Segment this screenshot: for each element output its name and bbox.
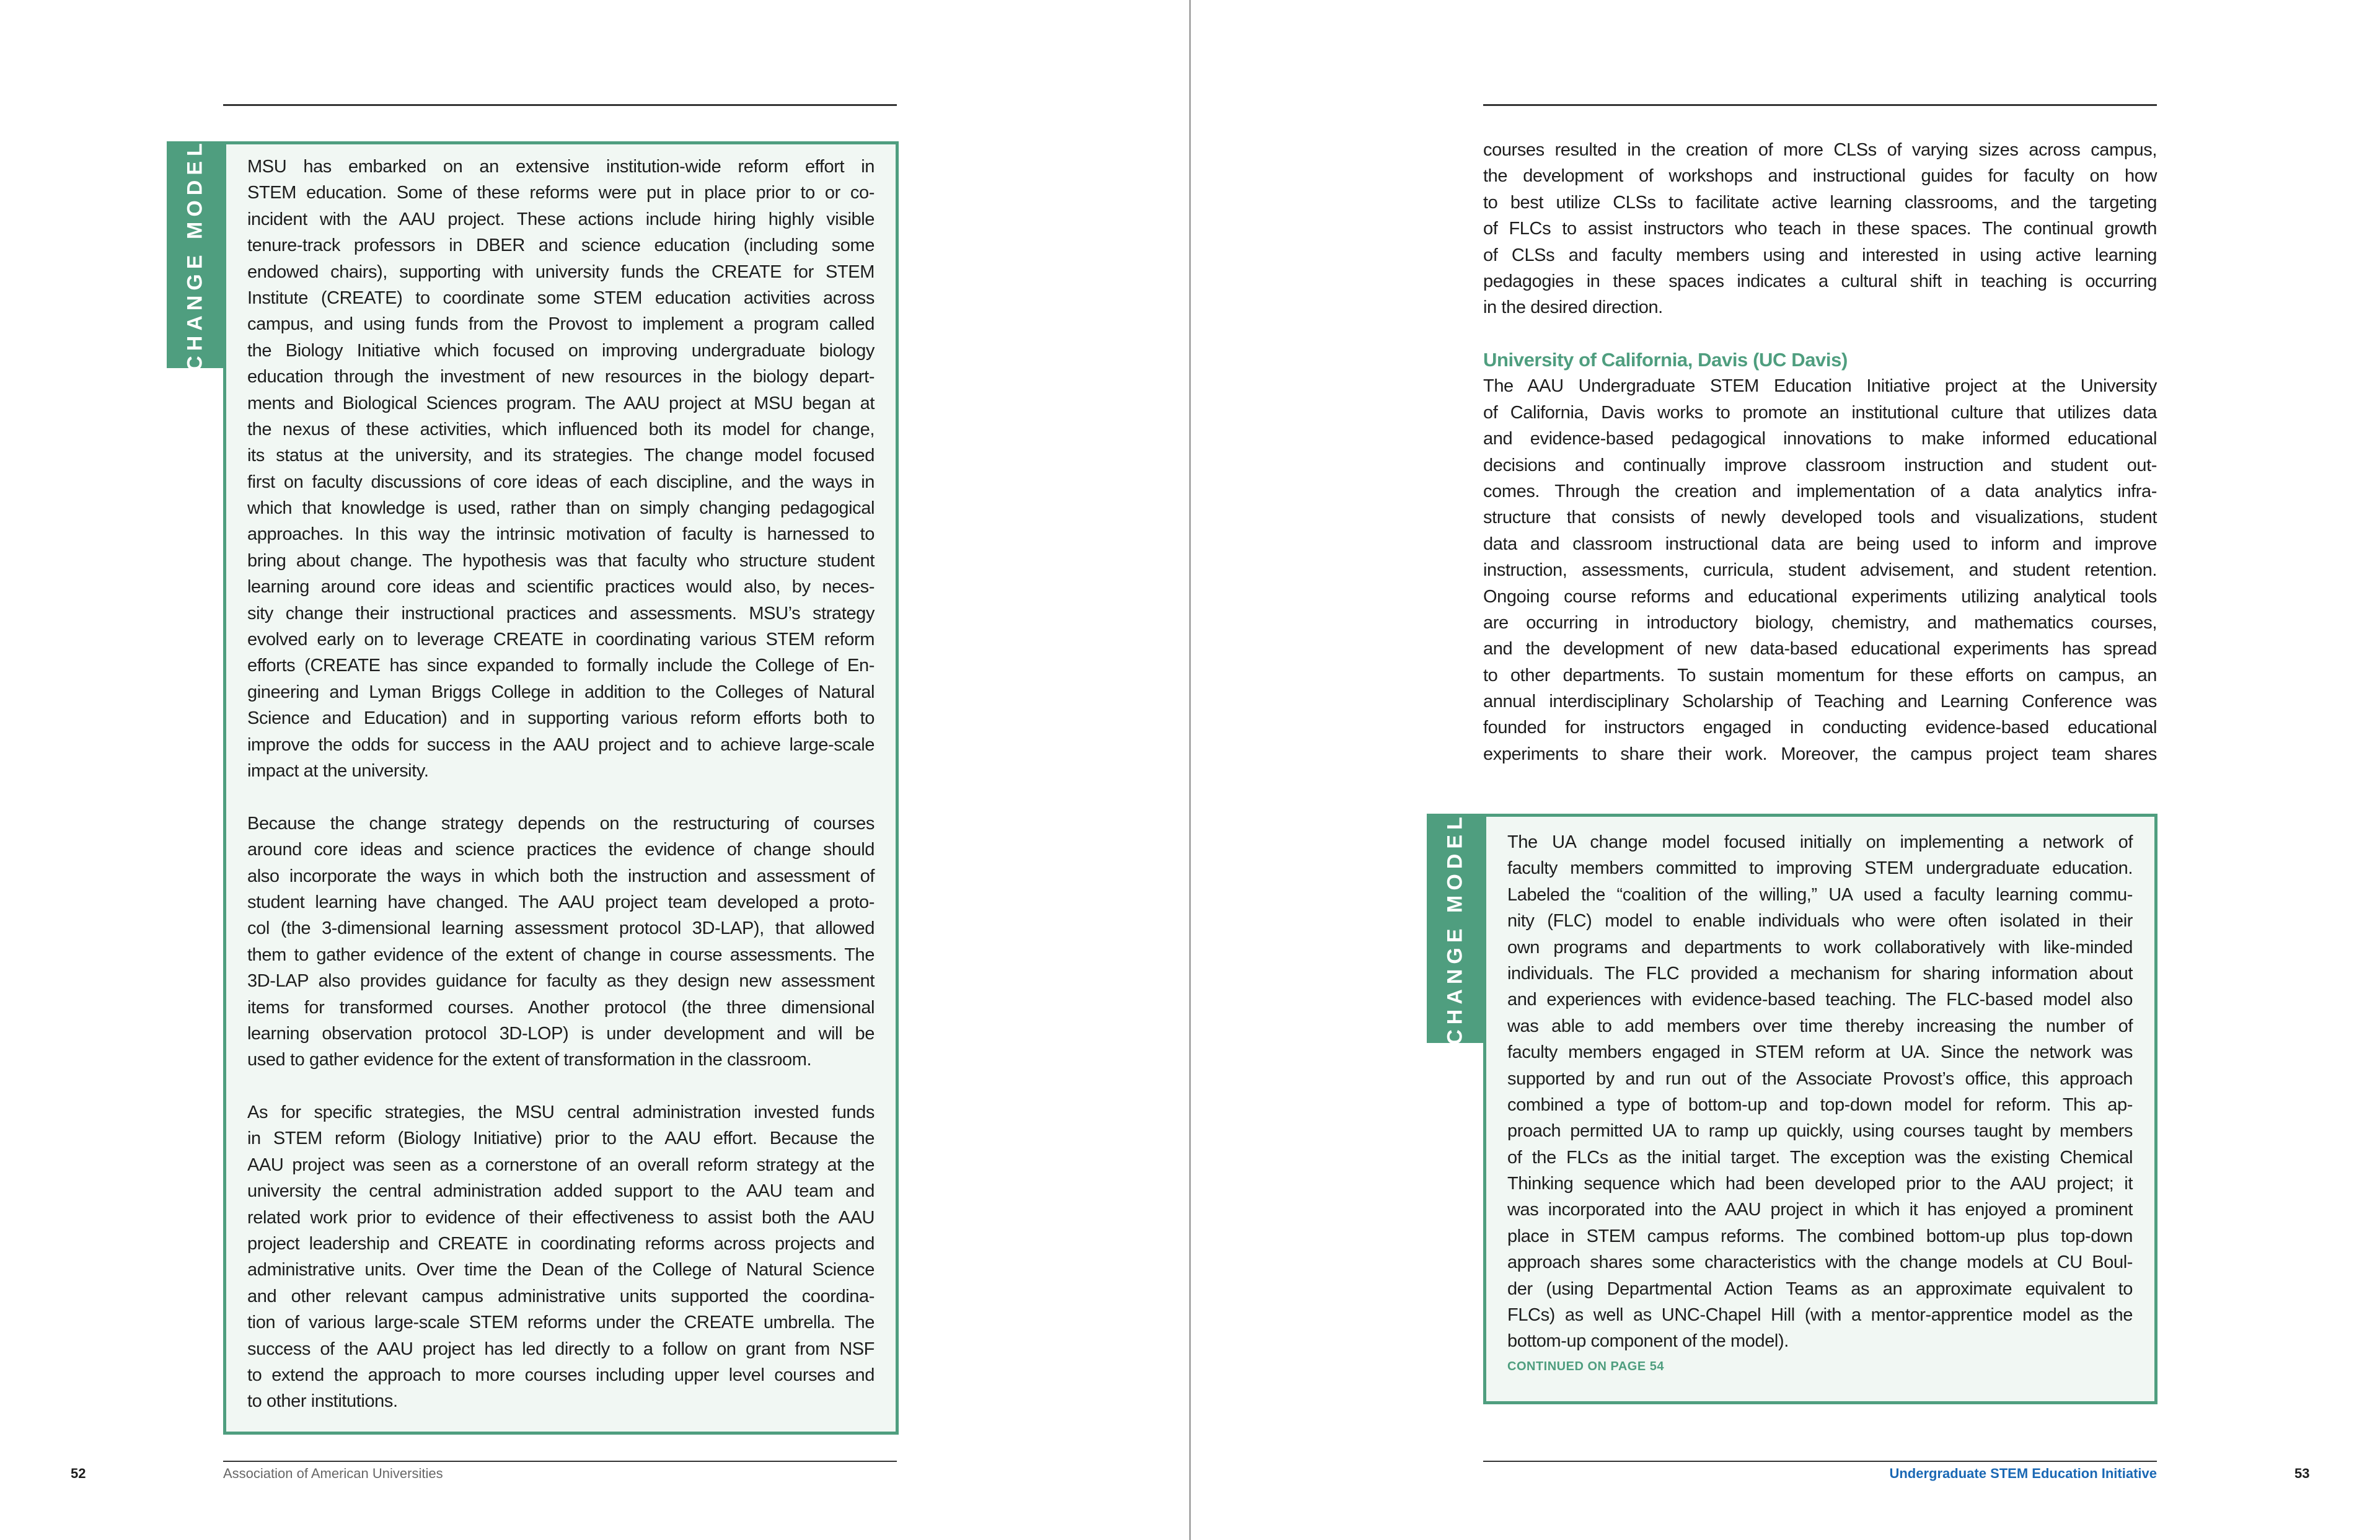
text-line: in the desired direction.: [1483, 297, 1663, 318]
text-line: As for specific strategies, the MSU central administration invested funds: [247, 1102, 875, 1123]
footer-right: Undergraduate STEM Education Initiative: [1889, 1466, 2157, 1481]
text-line: related work prior to evidence of their effectiveness to assist both the AAU: [247, 1207, 875, 1228]
paragraph-gap: [247, 784, 875, 810]
text-line: structure that consists of newly developed tools and visualizations, student: [1483, 508, 2157, 528]
right-top-rule: [1483, 104, 2157, 106]
left-box-text: [247, 154, 875, 1415]
text-line: instruction, assessments, curricula, student advisement, and student retention.: [1483, 560, 2157, 581]
right-bottom-rule: [1483, 1461, 2157, 1462]
text-line: student learning have changed. The AAU project team developed a proto-: [247, 892, 875, 912]
text-line: pedagogies in these spaces indicates a cultural shift in teaching is occurring: [1483, 271, 2157, 291]
text-line: first on faculty discussions of core ideas of each discipline, and the ways in: [247, 472, 875, 492]
text-line: efforts (CREATE has since expanded to formally include the College of En-: [247, 656, 875, 676]
text-line: col (the 3-dimensional learning assessment protocol 3D-LAP), that allowed: [247, 918, 875, 939]
text-line: Ongoing course reforms and educational experiments utilizing analytical tools: [1483, 586, 2157, 607]
text-line: success of the AAU project has led directly to a follow on grant from NSF: [247, 1339, 875, 1359]
text-line: improve the odds for success in the AAU project and to achieve large-scale: [247, 734, 875, 755]
text-line: own programs and departments to work collaboratively with like-minded: [1507, 937, 2133, 957]
text-line: the Biology Initiative which focused on improving undergraduate biology: [247, 340, 875, 361]
text-line: tenure-track professors in DBER and science education (including some: [247, 235, 875, 256]
text-line: The AAU Undergraduate STEM Education Initiative project at the University: [1483, 376, 2157, 397]
page-spine: [1189, 0, 1191, 1540]
text-line: are occurring in introductory biology, chemistry, and mathematics courses,: [1483, 612, 2157, 633]
text-line: MSU has embarked on an extensive institution-wide reform effort in: [247, 157, 875, 177]
section-heading: University of California, Davis (UC Davis): [1483, 349, 1848, 371]
text-line: to best utilize CLSs to facilitate active learning classrooms, and the targeting: [1483, 192, 2157, 213]
text-line: Science and Education) and in supporting various reform efforts both to: [247, 708, 875, 729]
text-line: nity (FLC) model to enable individuals who were often isolated in their: [1507, 911, 2133, 931]
left-bottom-rule: [223, 1461, 897, 1462]
text-line: experiments to share their work. Moreover, the campus project team shares: [1483, 744, 2157, 764]
text-line: project leadership and CREATE in coordinating reforms across projects and: [247, 1234, 875, 1254]
text-line: was incorporated into the AAU project in which it has enjoyed a prominent: [1507, 1200, 2133, 1220]
text-line: the development of workshops and instructional guides for faculty on how: [1483, 166, 2157, 187]
left-change-model-tab: [167, 138, 224, 371]
text-line: comes. Through the creation and implementation of a data analytics infra-: [1483, 481, 2157, 501]
text-line: of the FLCs as the initial target. The exception was the existing Chemical: [1507, 1147, 2133, 1168]
text-line: to other departments. To sustain momentum for these efforts on campus, an: [1483, 665, 2157, 685]
text-line: proach permitted UA to ramp up quickly, using courses taught by members: [1507, 1121, 2133, 1142]
text-line: supported by and run out of the Associate Provost’s office, this approach: [1507, 1068, 2133, 1089]
text-line: items for transformed courses. Another protocol (the three dimensional: [247, 997, 875, 1018]
text-line: Labeled the “coalition of the willing,” UA used a faculty learning commu-: [1507, 884, 2133, 905]
text-line: Thinking sequence which had been developed prior to the AAU project; it: [1507, 1174, 2133, 1194]
text-line: and the development of new data-based educational experiments has spread: [1483, 639, 2157, 659]
text-line: der (using Departmental Action Teams as an approximate equivalent to: [1507, 1278, 2133, 1299]
text-line: learning around core ideas and scientific practices would also, by neces-: [247, 577, 875, 597]
text-line: ments and Biological Sciences program. The AAU project at MSU began at: [247, 393, 875, 413]
text-line: and other relevant campus administrative units supported the coordina-: [247, 1286, 875, 1306]
text-line: used to gather evidence for the extent of transformation in the classroom.: [247, 1050, 812, 1070]
left-top-rule: [223, 104, 897, 106]
text-line: STEM education. Some of these reforms were put in place prior to or co-: [247, 183, 875, 203]
text-line: its status at the university, and its strategies. The change model focused: [247, 446, 875, 466]
text-line: faculty members engaged in STEM reform at UA. Since the network was: [1507, 1042, 2133, 1063]
continued-link[interactable]: CONTINUED ON PAGE 54: [1507, 1359, 1664, 1373]
page-number-left: 52: [71, 1466, 86, 1481]
text-line: individuals. The FLC provided a mechanism for sharing information about: [1507, 963, 2133, 983]
text-line: to other institutions.: [247, 1391, 398, 1412]
ucdavis-section: [1483, 347, 2157, 767]
text-line: The UA change model focused initially on implementing a network of: [1507, 832, 2133, 852]
tab-label: CHANGE MODEL: [1443, 812, 1467, 1045]
text-line: gineering and Lyman Briggs College in addition to the Colleges of Natural: [247, 682, 875, 702]
text-line: annual interdisciplinary Scholarship of Teaching and Learning Conference was: [1483, 692, 2157, 712]
text-line: also incorporate the ways in which both the instruction and assessment of: [247, 866, 875, 886]
text-line: decisions and continually improve classroom instruction and student out-: [1483, 455, 2157, 475]
text-line: 3D-LAP also provides guidance for faculty as they design new assessment: [247, 971, 875, 992]
text-line: founded for instructors engaged in conducting evidence-based educational: [1483, 718, 2157, 738]
text-line: Institute (CREATE) to coordinate some STEM education activities across: [247, 288, 875, 308]
text-line: data and classroom instructional data are being used to inform and improve: [1483, 534, 2157, 554]
right-change-model-tab: [1427, 814, 1484, 1043]
text-line: Because the change strategy depends on the restructuring of courses: [247, 813, 875, 834]
text-line: FLCs) as well as UNC-Chapel Hill (with a mentor-apprentice model as the: [1507, 1305, 2133, 1326]
text-line: sity change their instructional practices and assessments. MSU’s strategy: [247, 603, 875, 623]
text-line: bottom-up component of the model).: [1507, 1331, 1789, 1352]
text-line: endowed chairs), supporting with university funds the CREATE for STEM: [247, 262, 875, 282]
text-line: incident with the AAU project. These actions include hiring highly visible: [247, 209, 875, 229]
text-line: of California, Davis works to promote an institutional culture that utilizes data: [1483, 402, 2157, 423]
text-line: them to gather evidence of the extent of change in course assessments. The: [247, 944, 875, 965]
text-line: around core ideas and science practices the evidence of change should: [247, 840, 875, 860]
text-line: administrative units. Over time the Dean of the College of Natural Science: [247, 1260, 875, 1280]
text-line: and experiences with evidence-based teaching. The FLC-based model also: [1507, 990, 2133, 1010]
footer-left: Association of American Universities: [223, 1466, 443, 1481]
page-number-right: 53: [2294, 1466, 2310, 1481]
text-line: in STEM reform (Biology Initiative) prior to the AAU effort. Because the: [247, 1129, 875, 1149]
text-line: which that knowledge is used, rather than on simply changing pedagogical: [247, 498, 875, 519]
text-line: faculty members committed to improving STEM undergraduate education.: [1507, 858, 2133, 879]
text-line: university the central administration added support to the AAU team and: [247, 1181, 875, 1202]
text-line: tion of various large-scale STEM reforms under the CREATE umbrella. The: [247, 1313, 875, 1333]
text-line: education through the investment of new resources in the biology depart-: [247, 367, 875, 387]
text-line: campus, and using funds from the Provost to implement a program called: [247, 314, 875, 335]
text-line: to extend the approach to more courses including upper level courses and: [247, 1365, 875, 1385]
text-line: of FLCs to assist instructors who teach in these spaces. The continual growth: [1483, 219, 2157, 239]
text-line: evolved early on to leverage CREATE in coordinating various STEM reform: [247, 630, 875, 650]
text-line: AAU project was seen as a cornerstone of an overall reform strategy at the: [247, 1155, 875, 1175]
text-line: the nexus of these activities, which influenced both its model for change,: [247, 419, 875, 439]
text-line: approaches. In this way the intrinsic motivation of faculty is harnessed to: [247, 524, 875, 545]
text-line: bring about change. The hypothesis was that faculty who structure student: [247, 550, 875, 571]
text-line: of CLSs and faculty members using and interested in using active learning: [1483, 245, 2157, 265]
paragraph-gap: [247, 1073, 875, 1099]
text-line: approach shares some characteristics with the change models at CU Boul-: [1507, 1252, 2133, 1273]
tab-label: CHANGE MODEL: [183, 138, 207, 371]
text-line: was able to add members over time thereby increasing the number of: [1507, 1016, 2133, 1036]
right-box-text: [1507, 829, 2133, 1374]
text-line: impact at the university.: [247, 760, 429, 781]
text-line: learning observation protocol 3D-LOP) is under development and will be: [247, 1023, 875, 1044]
right-intro-text: [1483, 137, 2157, 321]
text-line: place in STEM campus reforms. The combined bottom-up plus top-down: [1507, 1226, 2133, 1246]
text-line: combined a type of bottom-up and top-down model for reform. This ap-: [1507, 1094, 2133, 1115]
text-line: and evidence-based pedagogical innovations to make informed educational: [1483, 429, 2157, 449]
text-line: courses resulted in the creation of more CLSs of varying sizes across campus,: [1483, 140, 2157, 160]
